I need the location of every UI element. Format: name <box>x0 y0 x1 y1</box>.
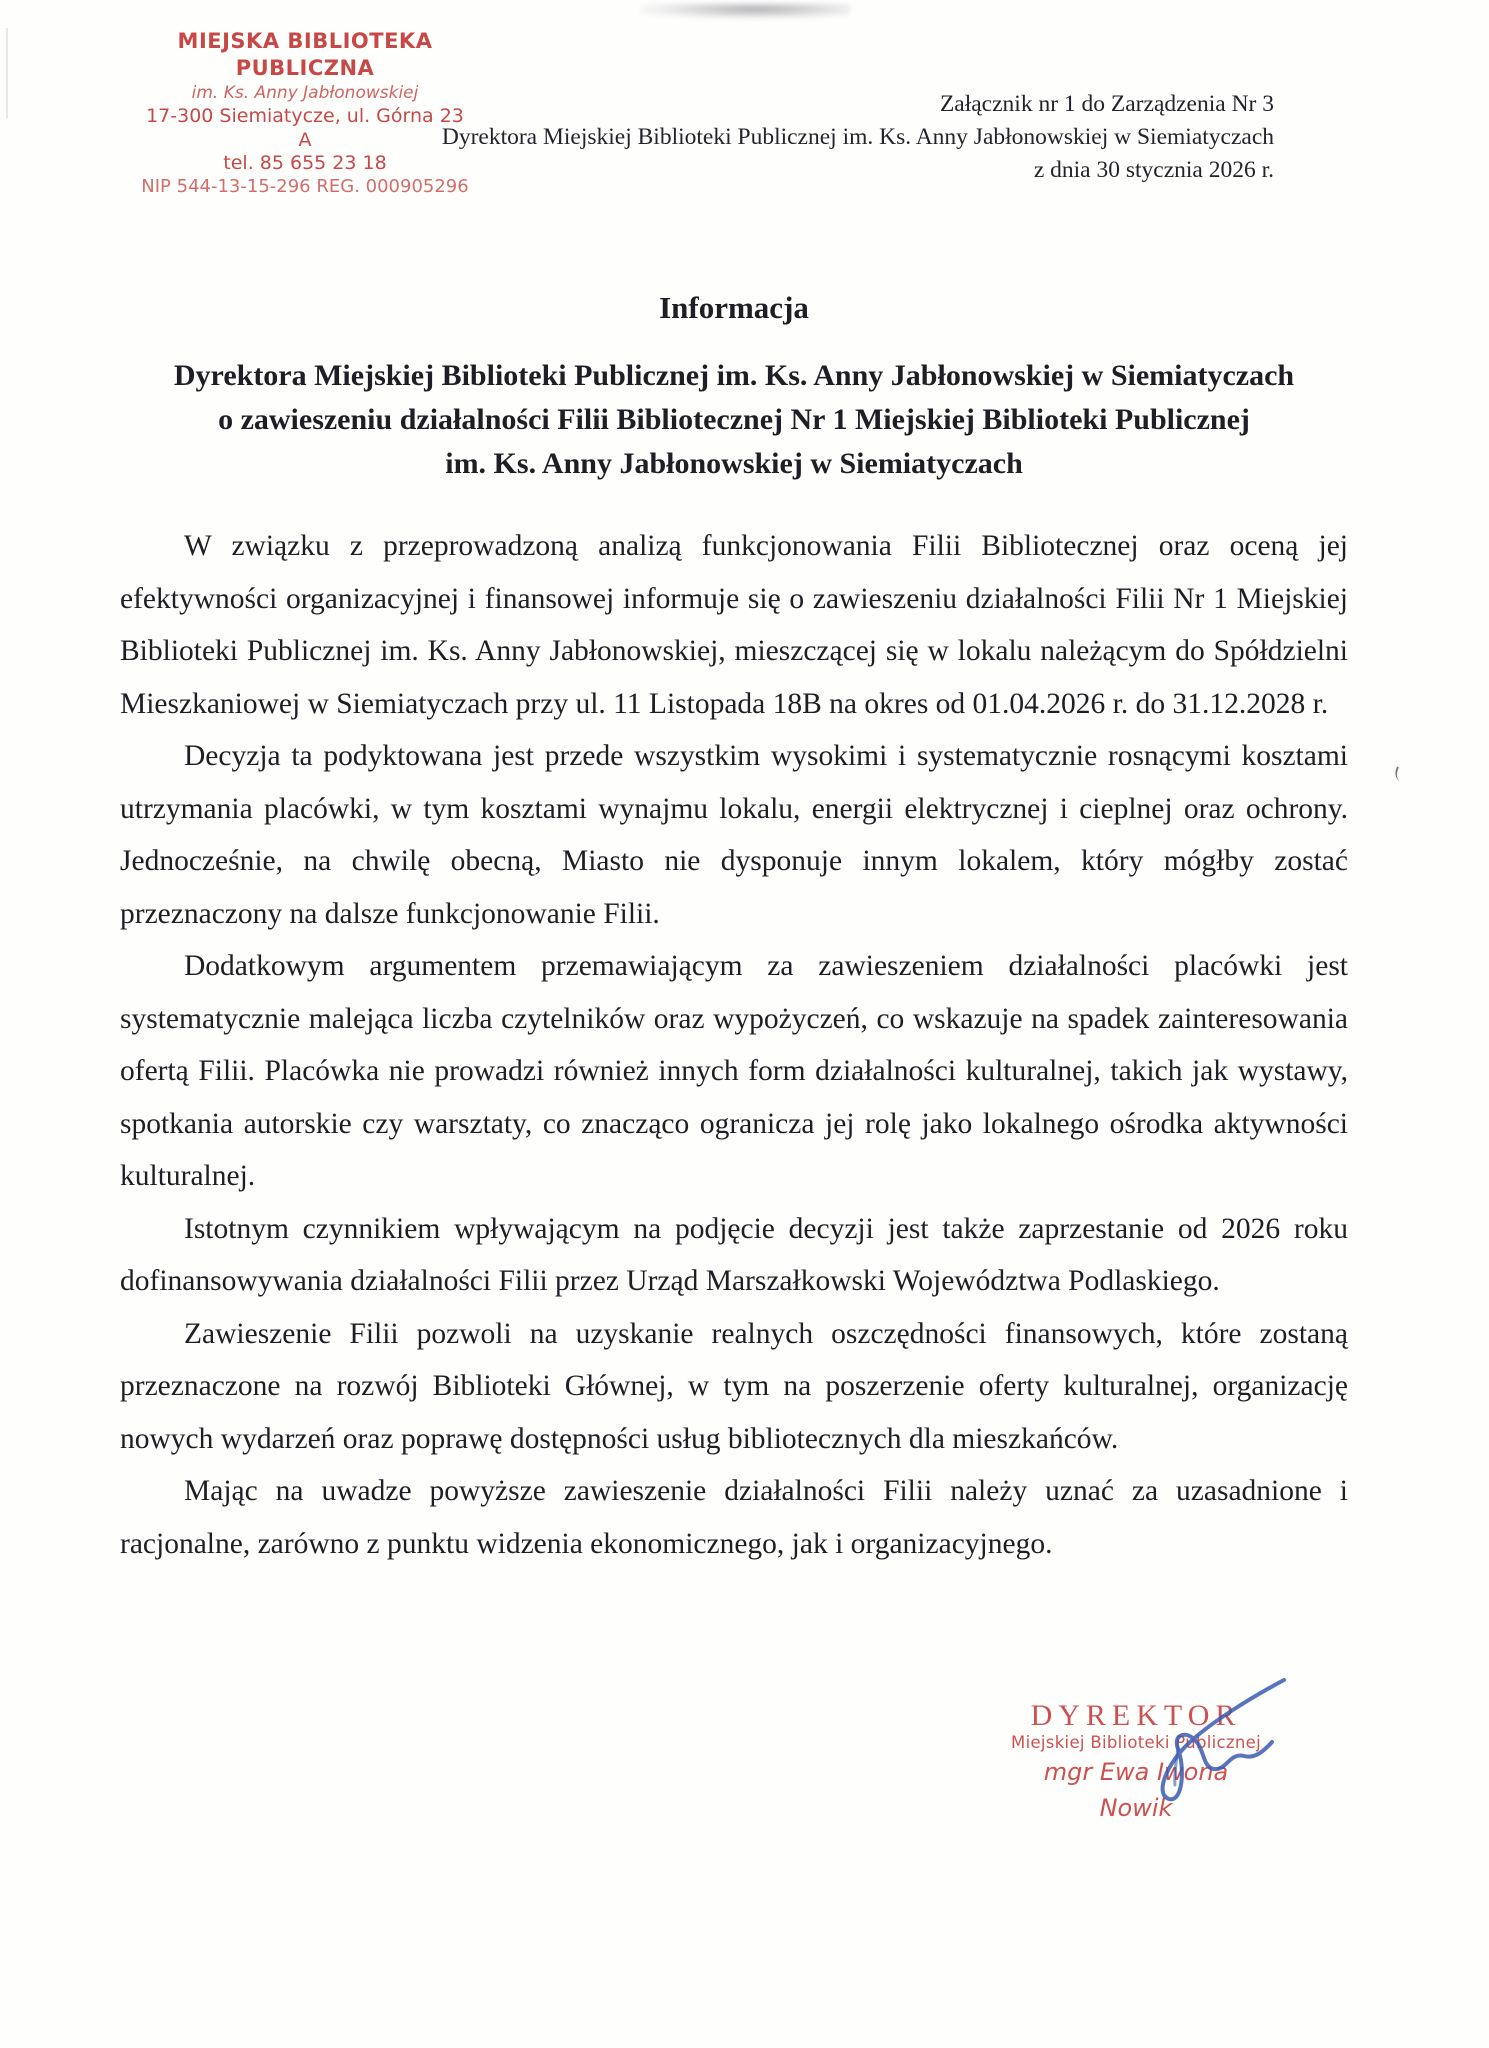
page-title: Informacja <box>659 290 809 325</box>
stamp-director-title: DYREKTOR <box>1030 1699 1242 1732</box>
stamp-institution: Miejskiej Biblioteki Publicznej <box>1011 1733 1261 1752</box>
library-header-stamp <box>140 28 470 198</box>
body-paragraph: W związku z przeprowadzoną analizą funkcjonowania Filii Bibliotecznej oraz oceną jej efektywności organizacyjnej i finansowej informuje się o zawieszeniu działalności Filii Nr 1 Miejskiej Biblioteki Publicznej im. Ks. Anny Jabłonowskiej, mieszczącej się w lokalu należącym do Spółdzielni Mieszkaniowej w Siemiatyczach przy ul. 11 Listopada 18B na okres od 01.04.2026 r. do 31.12.2028 r. <box>120 530 1348 720</box>
attachment-reference <box>442 88 1274 187</box>
body-paragraph: Decyzja ta podyktowana jest przede wszystkim wysokimi i systematycznie rosnącymi kosztami utrzymania placówki, w tym kosztami wynajmu lokalu, energii elektrycznej i cieplnej oraz ochrony. Jednocześnie, na chwilę obecną, Miasto nie dysponuje innym lokalem, który mógłby zostać przeznaczony na dalsze funkcjonowanie Filii. <box>120 740 1348 930</box>
attachment-line: Załącznik nr 1 do Zarządzenia Nr 3 <box>939 91 1274 117</box>
stamp-director-name: mgr Ewa Iwona Nowik <box>1043 1758 1229 1822</box>
body-paragraph: Zawieszenie Filii pozwoli na uzyskanie realnych oszczędności finansowych, które zostaną przeznaczone na rozwój Biblioteki Głównej, w tym na poszerzenie oferty kulturalnej, organizację nowych wydarzeń oraz poprawę dostępności usług bibliotecznych dla mieszkańców. <box>120 1317 1348 1455</box>
date-line: z dnia 30 stycznia 2026 r. <box>1033 157 1274 183</box>
stamp-library-name: MIEJSKA BIBLIOTEKA PUBLICZNA <box>177 29 433 80</box>
stamp-phone: tel. 85 655 23 18 <box>223 152 387 174</box>
issuer-line: Dyrektora Miejskiej Biblioteki Publicznej im. Ks. Anny Jabłonowskiej w Siemiatyczach <box>441 124 1274 150</box>
subject-line: o zawieszeniu działalności Filii Bibliotecznej Nr 1 Miejskiej Biblioteki Publicznej <box>218 403 1250 436</box>
document-subject <box>120 354 1348 486</box>
subject-line: im. Ks. Anny Jabłonowskiej w Siemiatyczach <box>445 447 1023 480</box>
body-paragraph: Mając na uwadze powyższe zawieszenie działalności Filii należy uznać za uzasadnione i racjonalne, zarówno z punktu widzenia ekonomicznego, jak i organizacyjnego. <box>120 1475 1348 1560</box>
body-paragraph: Dodatkowym argumentem przemawiającym za zawieszeniem działalności placówki jest systematycznie malejąca liczba czytelników oraz wypożyczeń, co wskazuje na spadek zainteresowania ofertą Filii. Placówka nie prowadzi również innych form działalności kulturalnej, takich jak wystawy, spotkania autorskie czy warsztaty, co znacząco ogranicza jej rolę jako lokalnego ośrodka aktywności kulturalnej. <box>120 950 1348 1192</box>
body-paragraph: Istotnym czynnikiem wpływającym na podjęcie decyzji jest także zaprzestanie od 2026 roku dofinansowywania działalności Filii przez Urząd Marszałkowski Województwa Podlaskiego. <box>120 1212 1348 1297</box>
handwritten-signature <box>1072 1672 1322 1812</box>
stamp-patron-name: im. Ks. Anny Jabłonowskiej <box>191 83 419 103</box>
scan-smudge-artifact <box>640 3 850 19</box>
stray-pen-mark <box>1392 766 1407 782</box>
document-body <box>120 520 1348 1570</box>
stamp-nip-regon: NIP 544-13-15-296 REG. 000905296 <box>141 176 469 197</box>
stamp-address: 17-300 Siemiatycze, ul. Górna 23 A <box>146 105 464 151</box>
scan-edge-artifact <box>6 28 8 118</box>
subject-line: Dyrektora Miejskiej Biblioteki Publicznej im. Ks. Anny Jabłonowskiej w Siemiatyczach <box>173 359 1295 392</box>
